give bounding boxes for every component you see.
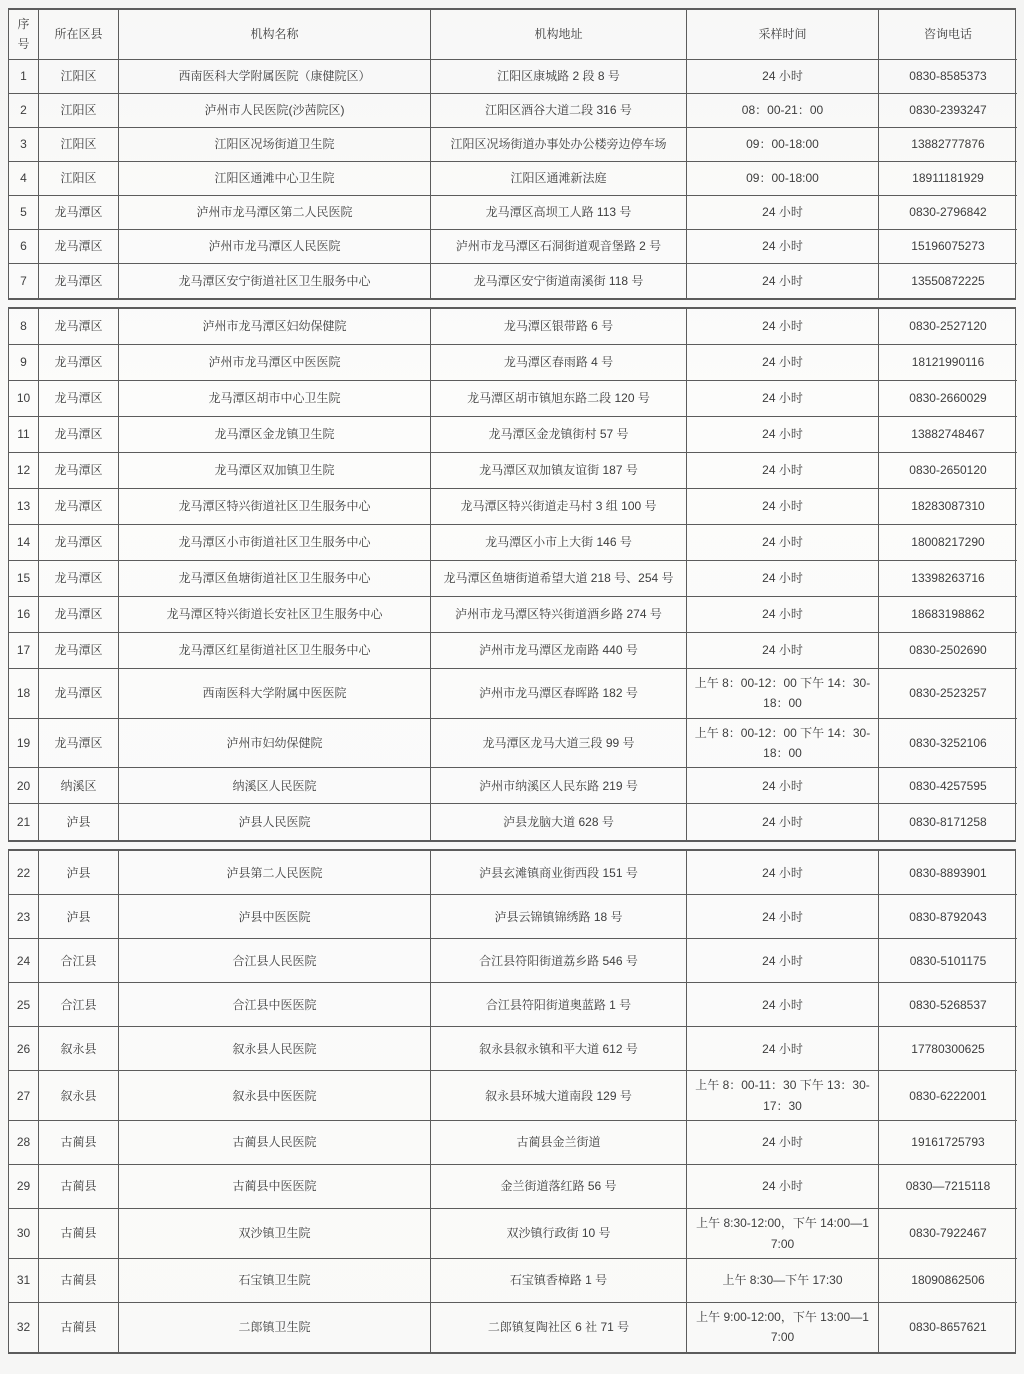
cell-no: 9 — [9, 345, 39, 381]
table-section — [8, 8, 1016, 300]
cell-phone: 0830-8792043 — [879, 895, 1017, 939]
cell-district: 龙马潭区 — [39, 230, 119, 264]
cell-name: 叙永县中医医院 — [119, 1071, 431, 1121]
cell-address: 江阳区况场街道办事处办公楼旁边停车场 — [431, 128, 687, 162]
cell-phone: 0830-2796842 — [879, 196, 1017, 230]
cell-name: 合江县人民医院 — [119, 939, 431, 983]
cell-time: 24 小时 — [687, 851, 879, 895]
cell-time: 24 小时 — [687, 1121, 879, 1165]
cell-address: 泸县云锦镇锦绣路 18 号 — [431, 895, 687, 939]
cell-time: 上午 8：00-12：00 下午 14：30-18：00 — [687, 719, 879, 769]
cell-address: 龙马潭区银带路 6 号 — [431, 309, 687, 345]
table-row — [9, 1071, 1015, 1121]
cell-name: 龙马潭区红星街道社区卫生服务中心 — [119, 633, 431, 669]
cell-address: 石宝镇香樟路 1 号 — [431, 1259, 687, 1303]
cell-no: 12 — [9, 453, 39, 489]
cell-no: 31 — [9, 1259, 39, 1303]
cell-name: 泸县第二人民医院 — [119, 851, 431, 895]
cell-district: 纳溪区 — [39, 768, 119, 804]
cell-phone: 15196075273 — [879, 230, 1017, 264]
cell-district: 叙永县 — [39, 1071, 119, 1121]
cell-no: 22 — [9, 851, 39, 895]
cell-name: 龙马潭区特兴街道长安社区卫生服务中心 — [119, 597, 431, 633]
cell-district: 江阳区 — [39, 128, 119, 162]
cell-time: 24 小时 — [687, 453, 879, 489]
cell-phone: 19161725793 — [879, 1121, 1017, 1165]
cell-name: 泸州市龙马潭区中医医院 — [119, 345, 431, 381]
cell-time: 上午 8：00-11：30 下午 13：30-17：30 — [687, 1071, 879, 1121]
cell-no: 19 — [9, 719, 39, 769]
cell-name: 二郎镇卫生院 — [119, 1303, 431, 1352]
cell-address: 合江县符阳街道奥蓝路 1 号 — [431, 983, 687, 1027]
cell-name: 西南医科大学附属医院（康健院区） — [119, 60, 431, 94]
cell-address: 龙马潭区龙马大道三段 99 号 — [431, 719, 687, 769]
cell-district: 龙马潭区 — [39, 381, 119, 417]
cell-address: 龙马潭区高坝工人路 113 号 — [431, 196, 687, 230]
cell-address: 叙永县叙永镇和平大道 612 号 — [431, 1027, 687, 1071]
table-section — [8, 849, 1016, 1353]
table-row — [9, 1303, 1015, 1352]
cell-name: 泸州市龙马潭区第二人民医院 — [119, 196, 431, 230]
cell-address: 龙马潭区安宁街道南溪街 118 号 — [431, 264, 687, 298]
table-row — [9, 453, 1015, 489]
cell-time: 24 小时 — [687, 230, 879, 264]
cell-time: 24 小时 — [687, 597, 879, 633]
cell-name: 泸州市龙马潭区妇幼保健院 — [119, 309, 431, 345]
cell-phone: 0830-4257595 — [879, 768, 1017, 804]
table-row — [9, 851, 1015, 895]
cell-no: 1 — [9, 60, 39, 94]
cell-district: 泸县 — [39, 851, 119, 895]
header-cell-district: 所在区县 — [39, 10, 119, 60]
table-row — [9, 1165, 1015, 1209]
cell-address: 合江县符阳街道荔乡路 546 号 — [431, 939, 687, 983]
cell-name: 龙马潭区鱼塘街道社区卫生服务中心 — [119, 561, 431, 597]
cell-time: 24 小时 — [687, 561, 879, 597]
cell-no: 5 — [9, 196, 39, 230]
cell-time: 24 小时 — [687, 895, 879, 939]
cell-phone: 0830-2527120 — [879, 309, 1017, 345]
table-row — [9, 264, 1015, 298]
cell-no: 20 — [9, 768, 39, 804]
cell-district: 合江县 — [39, 983, 119, 1027]
cell-time: 24 小时 — [687, 309, 879, 345]
cell-name: 泸州市妇幼保健院 — [119, 719, 431, 769]
cell-name: 双沙镇卫生院 — [119, 1209, 431, 1259]
cell-phone: 0830-2660029 — [879, 381, 1017, 417]
table-row — [9, 128, 1015, 162]
cell-phone: 18683198862 — [879, 597, 1017, 633]
cell-no: 26 — [9, 1027, 39, 1071]
header-cell-no: 序号 — [9, 10, 39, 60]
cell-name: 合江县中医医院 — [119, 983, 431, 1027]
cell-time: 上午 8:30—下午 17:30 — [687, 1259, 879, 1303]
cell-address: 江阳区酒谷大道二段 316 号 — [431, 94, 687, 128]
cell-district: 合江县 — [39, 939, 119, 983]
cell-district: 龙马潭区 — [39, 719, 119, 769]
sampling-sites-table — [8, 8, 1016, 1354]
cell-address: 泸州市龙马潭区龙南路 440 号 — [431, 633, 687, 669]
table-row — [9, 1027, 1015, 1071]
cell-name: 龙马潭区金龙镇卫生院 — [119, 417, 431, 453]
cell-time: 09：00-18:00 — [687, 128, 879, 162]
table-row — [9, 804, 1015, 840]
cell-phone: 0830—7215118 — [879, 1165, 1017, 1209]
cell-phone: 0830-2523257 — [879, 669, 1017, 719]
cell-phone: 0830-8171258 — [909, 815, 987, 830]
cell-no: 16 — [9, 597, 39, 633]
table-row — [9, 633, 1015, 669]
cell-time: 24 小时 — [687, 264, 879, 298]
cell-no: 10 — [9, 381, 39, 417]
cell-no: 29 — [9, 1165, 39, 1209]
cell-time: 24 小时 — [687, 381, 879, 417]
cell-phone: 0830-6222001 — [879, 1071, 1017, 1121]
cell-phone: 18283087310 — [879, 489, 1017, 525]
cell-district: 龙马潭区 — [39, 196, 119, 230]
cell-district: 龙马潭区 — [39, 561, 119, 597]
cell-district: 龙马潭区 — [39, 417, 119, 453]
table-row — [9, 939, 1015, 983]
cell-address: 泸州市龙马潭区石洞街道观音堡路 2 号 — [431, 230, 687, 264]
cell-no: 6 — [9, 230, 39, 264]
cell-address: 龙马潭区鱼塘街道希望大道 218 号、254 号 — [431, 561, 687, 597]
cell-district: 古蔺县 — [39, 1121, 119, 1165]
cell-address: 金兰街道落红路 56 号 — [431, 1165, 687, 1209]
cell-name: 纳溪区人民医院 — [119, 768, 431, 804]
cell-district: 龙马潭区 — [39, 264, 119, 298]
cell-name: 龙马潭区胡市中心卫生院 — [119, 381, 431, 417]
table-row — [9, 525, 1015, 561]
cell-phone: 0830-8585373 — [879, 60, 1017, 94]
cell-address: 泸州市龙马潭区特兴街道酒乡路 274 号 — [431, 597, 687, 633]
cell-district: 龙马潭区 — [39, 669, 119, 719]
table-row — [9, 60, 1015, 94]
cell-district: 龙马潭区 — [39, 525, 119, 561]
cell-time: 24 小时 — [687, 1165, 879, 1209]
cell-name: 石宝镇卫生院 — [119, 1259, 431, 1303]
cell-name: 龙马潭区特兴街道社区卫生服务中心 — [119, 489, 431, 525]
table-row — [9, 983, 1015, 1027]
table-row — [9, 561, 1015, 597]
cell-name: 叙永县人民医院 — [119, 1027, 431, 1071]
cell-time: 24 小时 — [687, 633, 879, 669]
cell-district: 龙马潭区 — [39, 345, 119, 381]
table-row — [9, 309, 1015, 345]
cell-address: 龙马潭区特兴街道走马村 3 组 100 号 — [431, 489, 687, 525]
cell-time: 24 小时 — [687, 60, 879, 94]
cell-phone: 0830-2650120 — [879, 453, 1017, 489]
cell-address: 泸县龙脑大道 628 号 — [431, 804, 687, 840]
cell-no: 13 — [9, 489, 39, 525]
cell-time: 09：00-18:00 — [687, 162, 879, 196]
cell-no: 3 — [9, 128, 39, 162]
table-row — [9, 489, 1015, 525]
cell-time: 08：00-21：00 — [687, 94, 879, 128]
cell-phone: 18911181929 — [879, 162, 1017, 196]
table-row — [9, 1259, 1015, 1303]
cell-time: 24 小时 — [687, 983, 879, 1027]
cell-phone: 0830-3252106 — [879, 719, 1017, 769]
cell-no: 18 — [9, 669, 39, 719]
cell-no: 32 — [9, 1303, 39, 1352]
cell-address: 龙马潭区双加镇友谊街 187 号 — [431, 453, 687, 489]
cell-address: 叙永县环城大道南段 129 号 — [431, 1071, 687, 1121]
cell-name: 古蔺县中医医院 — [119, 1165, 431, 1209]
cell-no: 27 — [9, 1071, 39, 1121]
table-row — [9, 381, 1015, 417]
cell-address: 龙马潭区小市上大街 146 号 — [431, 525, 687, 561]
cell-district: 龙马潭区 — [39, 453, 119, 489]
cell-district: 古蔺县 — [39, 1303, 119, 1352]
cell-district: 江阳区 — [39, 162, 119, 196]
cell-no: 25 — [9, 983, 39, 1027]
cell-no: 15 — [9, 561, 39, 597]
header-cell-time: 采样时间 — [687, 10, 879, 60]
table-header-row — [9, 10, 1015, 60]
cell-name: 龙马潭区小市街道社区卫生服务中心 — [119, 525, 431, 561]
cell-no: 24 — [9, 939, 39, 983]
table-row — [9, 1209, 1015, 1259]
cell-address: 龙马潭区胡市镇旭东路二段 120 号 — [431, 381, 687, 417]
cell-phone: 13882748467 — [879, 417, 1017, 453]
cell-phone: 0830-8893901 — [879, 851, 1017, 895]
cell-district: 龙马潭区 — [39, 597, 119, 633]
cell-phone: 0830-5268537 — [879, 983, 1017, 1027]
header-cell-name: 机构名称 — [119, 10, 431, 60]
cell-time: 24 小时 — [687, 804, 879, 840]
cell-district: 泸县 — [39, 895, 119, 939]
cell-phone: 0830-5101175 — [879, 939, 1017, 983]
table-row — [9, 895, 1015, 939]
cell-name: 古蔺县人民医院 — [119, 1121, 431, 1165]
table-row — [9, 345, 1015, 381]
cell-district: 龙马潭区 — [39, 489, 119, 525]
cell-no: 28 — [9, 1121, 39, 1165]
table-row — [9, 597, 1015, 633]
cell-name: 泸县人民医院 — [119, 804, 431, 840]
cell-district: 龙马潭区 — [39, 633, 119, 669]
cell-phone: 13550872225 — [911, 273, 985, 288]
cell-no: 21 — [9, 804, 39, 840]
header-cell-address: 机构地址 — [431, 10, 687, 60]
cell-no: 2 — [9, 94, 39, 128]
cell-name: 龙马潭区安宁街道社区卫生服务中心 — [119, 264, 431, 298]
cell-phone: 18090862506 — [879, 1259, 1017, 1303]
cell-district: 泸县 — [39, 804, 119, 840]
table-row — [9, 719, 1015, 769]
cell-time: 24 小时 — [687, 196, 879, 230]
cell-no: 30 — [9, 1209, 39, 1259]
cell-address: 龙马潭区春雨路 4 号 — [431, 345, 687, 381]
cell-time: 24 小时 — [687, 1027, 879, 1071]
cell-district: 古蔺县 — [39, 1259, 119, 1303]
cell-phone: 0830-2393247 — [879, 94, 1017, 128]
cell-phone: 17780300625 — [879, 1027, 1017, 1071]
cell-time: 24 小时 — [687, 417, 879, 453]
cell-phone: 0830-7922467 — [879, 1209, 1017, 1259]
cell-time: 上午 8:30-12:00，下午 14:00—17:00 — [687, 1209, 879, 1259]
table-section — [8, 307, 1016, 843]
table-row — [9, 669, 1015, 719]
cell-time: 24 小时 — [687, 939, 879, 983]
cell-district: 江阳区 — [39, 94, 119, 128]
cell-name: 泸州市人民医院(沙茜院区) — [119, 94, 431, 128]
table-row — [9, 94, 1015, 128]
cell-time: 24 小时 — [687, 489, 879, 525]
table-row — [9, 230, 1015, 264]
header-cell-phone: 咨询电话 — [879, 10, 1017, 60]
cell-address: 泸州市纳溪区人民东路 219 号 — [431, 768, 687, 804]
cell-district: 龙马潭区 — [39, 309, 119, 345]
cell-district: 江阳区 — [39, 60, 119, 94]
cell-no: 17 — [9, 633, 39, 669]
table-row — [9, 162, 1015, 196]
cell-address: 泸州市龙马潭区春晖路 182 号 — [431, 669, 687, 719]
cell-phone: 13882777876 — [879, 128, 1017, 162]
cell-phone: 0830-2502690 — [879, 633, 1017, 669]
cell-name: 泸州市龙马潭区人民医院 — [119, 230, 431, 264]
table-row — [9, 196, 1015, 230]
cell-name: 龙马潭区双加镇卫生院 — [119, 453, 431, 489]
table-row — [9, 417, 1015, 453]
cell-district: 古蔺县 — [39, 1165, 119, 1209]
cell-no: 11 — [9, 417, 39, 453]
cell-address: 龙马潭区金龙镇街村 57 号 — [431, 417, 687, 453]
cell-district: 古蔺县 — [39, 1209, 119, 1259]
cell-phone: 0830-8657621 — [909, 1320, 987, 1335]
cell-name: 泸县中医医院 — [119, 895, 431, 939]
cell-address: 江阳区康城路 2 段 8 号 — [431, 60, 687, 94]
table-row — [9, 768, 1015, 804]
cell-no: 23 — [9, 895, 39, 939]
cell-no: 4 — [9, 162, 39, 196]
cell-phone: 13398263716 — [879, 561, 1017, 597]
cell-address: 古蔺县金兰街道 — [431, 1121, 687, 1165]
cell-name: 江阳区通滩中心卫生院 — [119, 162, 431, 196]
cell-time: 上午 8：00-12：00 下午 14：30-18：00 — [687, 669, 879, 719]
cell-no: 14 — [9, 525, 39, 561]
cell-no: 8 — [9, 309, 39, 345]
cell-district: 叙永县 — [39, 1027, 119, 1071]
cell-time: 24 小时 — [687, 768, 879, 804]
cell-time: 24 小时 — [687, 345, 879, 381]
table-row — [9, 1121, 1015, 1165]
cell-address: 江阳区通滩新法庭 — [431, 162, 687, 196]
cell-address: 二郎镇复陶社区 6 社 71 号 — [431, 1303, 687, 1352]
cell-name: 江阳区况场街道卫生院 — [119, 128, 431, 162]
cell-phone: 18008217290 — [879, 525, 1017, 561]
cell-phone: 18121990116 — [879, 345, 1017, 381]
cell-name: 西南医科大学附属中医医院 — [119, 669, 431, 719]
cell-no: 7 — [9, 264, 39, 298]
cell-time: 24 小时 — [687, 525, 879, 561]
cell-address: 双沙镇行政街 10 号 — [431, 1209, 687, 1259]
cell-time: 上午 9:00-12:00，下午 13:00—17:00 — [687, 1303, 879, 1352]
cell-address: 泸县玄滩镇商业街西段 151 号 — [431, 851, 687, 895]
